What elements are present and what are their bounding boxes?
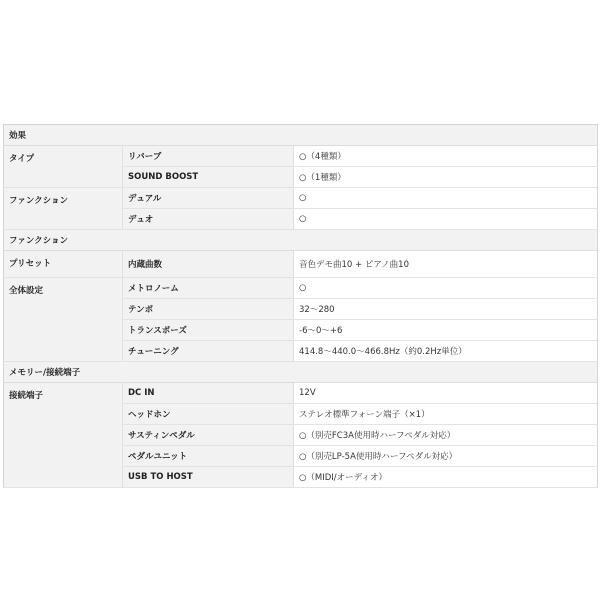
item-label: SOUND BOOST xyxy=(123,167,294,188)
item-value: ○（1種類） xyxy=(294,167,598,188)
spec-row xyxy=(4,188,598,209)
section-header-memory-connectors: メモリー/接続端子 xyxy=(4,362,598,383)
category-connectors: 接続端子 xyxy=(4,383,123,488)
spec-row xyxy=(4,251,598,278)
section-header-function: ファンクション xyxy=(4,230,598,251)
item-value: ○ xyxy=(294,209,598,230)
item-value: ステレオ標準フォーン端子（×1） xyxy=(294,404,598,425)
item-label: テンポ xyxy=(123,299,294,320)
item-label: ヘッドホン xyxy=(123,404,294,425)
item-value: 32～280 xyxy=(294,299,598,320)
item-label: サスティンペダル xyxy=(123,425,294,446)
item-label: USB TO HOST xyxy=(123,467,294,488)
item-label: リバーブ xyxy=(123,146,294,167)
item-value: ○（4種類） xyxy=(294,146,598,167)
item-value: ○（別売FC3A使用時ハーフペダル対応） xyxy=(294,425,598,446)
spec-table xyxy=(3,124,598,488)
category-type: タイプ xyxy=(4,146,123,188)
item-value: ○（MIDI/オーディオ） xyxy=(294,467,598,488)
item-label: 内蔵曲数 xyxy=(123,251,294,278)
spec-row xyxy=(4,146,598,167)
item-value: 音色デモ曲10 + ピアノ曲10 xyxy=(294,251,598,278)
section-header-effects: 効果 xyxy=(4,125,598,146)
spec-row xyxy=(4,383,598,404)
item-value: -6～0～+6 xyxy=(294,320,598,341)
section-header-row xyxy=(4,362,598,383)
category-function: ファンクション xyxy=(4,188,123,230)
item-label: ペダルユニット xyxy=(123,446,294,467)
spec-row xyxy=(4,278,598,299)
category-preset: プリセット xyxy=(4,251,123,278)
item-value: ○ xyxy=(294,188,598,209)
item-label: チューニング xyxy=(123,341,294,362)
section-header-row xyxy=(4,230,598,251)
item-label: トランスポーズ xyxy=(123,320,294,341)
item-value: ○（別売LP-5A使用時ハーフペダル対応） xyxy=(294,446,598,467)
item-label: デュアル xyxy=(123,188,294,209)
item-label: DC IN xyxy=(123,383,294,404)
section-header-row xyxy=(4,125,598,146)
item-value: 414.8～440.0～466.8Hz（約0.2Hz単位） xyxy=(294,341,598,362)
item-value: 12V xyxy=(294,383,598,404)
item-label: メトロノーム xyxy=(123,278,294,299)
item-value: ○ xyxy=(294,278,598,299)
item-label: デュオ xyxy=(123,209,294,230)
category-global-settings: 全体設定 xyxy=(4,278,123,362)
